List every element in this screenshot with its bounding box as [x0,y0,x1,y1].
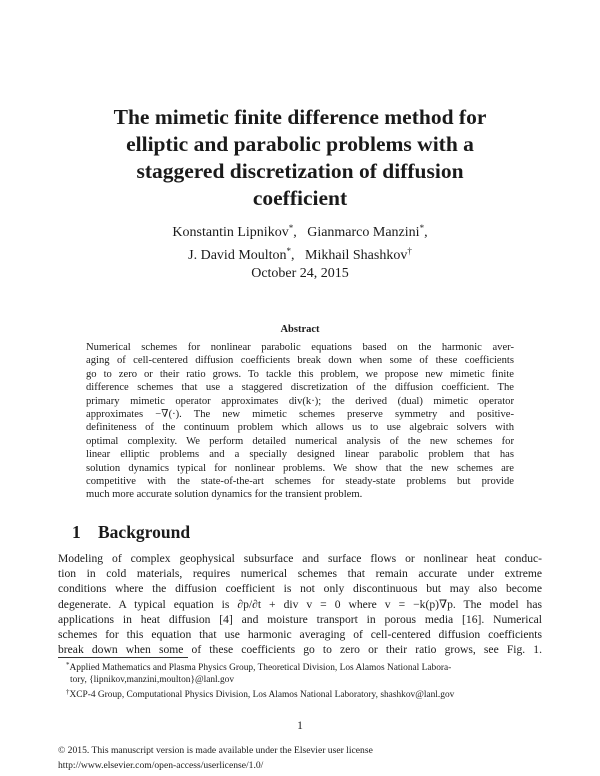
title-line: elliptic and parabolic problems with a [126,132,474,156]
body-line: applications in heat diffusion [4] and moisture transport in porous media [16]. Numerical [58,612,542,626]
title-line: The mimetic finite difference method for [113,105,487,129]
abstract-line: Numerical schemes for nonlinear parabolic equations based on the harmonic aver- [86,342,514,353]
body-line: break down when some of these coefficients go to zero or their ratio grows, see Fig. 1. [58,643,542,657]
author-name: Gianmarco Manzini [307,225,420,240]
title-line: coefficient [252,186,348,210]
abstract-line: approximates −∇(·). The new mimetic schemes preserve symmetry and positive- [86,409,514,421]
abstract-line: much more accurate solution dynamics for the transient problem. [86,489,363,501]
footnote-continuation: tory, {lipnikov,manzini,moulton}@lanl.gov [70,675,235,686]
abstract-text [86,341,514,502]
footnote-text: XCP-4 Group, Computational Physics Division, Los Alamos National Laboratory, shashkov@lanl.gov [69,690,455,701]
abstract-line: definiteness of the continuum problem which allows us to use algebraic solvers with [86,422,514,434]
footnote [58,686,542,701]
publication-date: October 24, 2015 [251,266,349,281]
paper-title [60,104,540,212]
body-text [58,551,542,657]
section-heading [72,522,190,543]
abstract-line: competitive with the state-of-the-art schemes for steady-state problems but provide [86,476,514,488]
title-line: staggered discretization of diffusion [136,159,464,183]
abstract-line: solution dynamics typical for nonlinear problems. We show that the new schemes are [86,462,514,474]
body-line: degenerate. A typical equation is ∂p/∂t + div v = 0 where v = −k(p)∇p. The model has [58,597,542,611]
affiliation-mark: * [419,223,425,233]
footnote-mark: * [66,661,70,669]
footnote-rule [58,657,188,658]
author-row: J. David Moulton*, Mikhail Shashkov† [188,246,412,263]
author-name: Konstantin Lipnikov [172,225,289,240]
license-notice [58,743,542,773]
abstract-line: optimal complexity. We perform detailed numerical analysis of the new schemes for [86,435,514,447]
abstract-line: primary mimetic operator approximates div(k·); the derived (dual) mimetic operator [86,395,514,407]
abstract-heading: Abstract [280,324,320,335]
author-list [100,219,500,265]
author-name: Mikhail Shashkov [305,248,408,263]
page-number: 1 [297,720,303,732]
abstract-line: linear elliptic problems and a specially designed linear parabolic problem that has [86,449,514,461]
affiliation-mark: * [286,246,292,256]
author-name: J. David Moulton [188,248,287,263]
author-row: Konstantin Lipnikov*, Gianmarco Manzini*, [172,223,428,240]
license-line: © 2015. This manuscript version is made available under the Elsevier user license [58,745,373,756]
affiliation-mark: † [407,246,412,256]
license-url[interactable]: http://www.elsevier.com/open-access/userlicense/1.0/ [58,760,264,771]
abstract-line: aging of cell-centered diffusion coefficients break down when some of these coefficients [86,355,514,367]
footnotes [58,659,542,702]
affiliation-mark: * [288,223,294,233]
footnote [58,659,542,674]
footnote-mark: † [66,688,70,697]
body-line: Modeling of complex geophysical subsurface and surface flows or nonlinear heat conduc- [58,552,542,565]
section-title: Background [98,522,191,542]
abstract-line: difference schemes that use a staggered discretization of the diffusion coefficient. The [86,382,514,394]
footnote-text: Applied Mathematics and Plasma Physics Group, Theoretical Division, Los Alamos National Labora- [69,663,452,673]
section-number: 1 [72,522,81,542]
body-line: tion in cold materials, requires numerical schemes that remain accurate under extreme [58,567,542,581]
body-line: schemes for this equation that use harmonic averaging of cell-centered diffusion coefficients [58,628,542,642]
body-line: conditions where the diffusion coefficient is not only discontinuous but may also become [58,582,542,596]
abstract-line: go to zero or their ratio grows. To tackle this problem, we propose new mimetic finite [86,368,514,380]
